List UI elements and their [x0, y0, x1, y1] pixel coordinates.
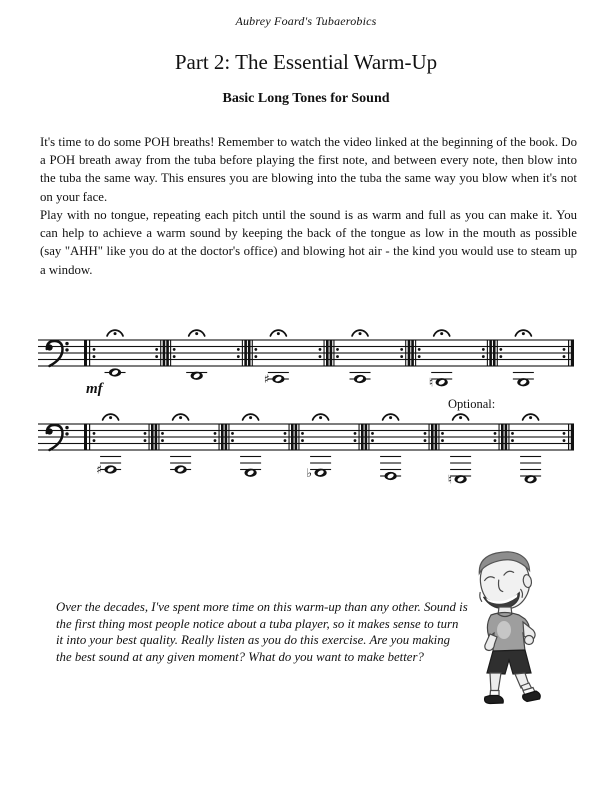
repeat-dot: [563, 348, 566, 351]
repeat-dot: [494, 432, 497, 435]
repeat-barline-thick: [84, 340, 87, 366]
repeat-barline-thick: [244, 340, 247, 366]
repeat-barline-thick: [163, 340, 166, 366]
repeat-dot: [161, 432, 164, 435]
fermata-dot: [459, 416, 462, 419]
repeat-dot: [254, 355, 257, 358]
cartoon-left-shoe: [485, 696, 504, 704]
repeat-barline-thin: [228, 424, 229, 450]
repeat-dot: [231, 432, 234, 435]
ledger-line: [268, 372, 289, 373]
repeat-barline-thin: [252, 340, 253, 366]
ledger-line: [450, 456, 471, 457]
fermata-dot: [179, 416, 182, 419]
repeat-barline-thick: [295, 424, 298, 450]
repeat-dot: [237, 355, 240, 358]
repeat-barline-thick: [435, 424, 438, 450]
repeat-dot: [371, 432, 374, 435]
repeat-dot: [441, 432, 444, 435]
repeat-barline-thin: [160, 340, 161, 366]
ledger-line: [240, 456, 261, 457]
repeat-barline-thin: [149, 424, 150, 450]
ledger-line: [310, 462, 331, 463]
repeat-barline-thin: [289, 424, 290, 450]
repeat-dot: [418, 355, 421, 358]
repeat-barline-thick: [225, 424, 228, 450]
repeat-dot: [336, 355, 339, 358]
bass-clef-dot: [65, 348, 68, 351]
repeat-dot: [93, 439, 96, 442]
jogging-man-illustration: [463, 547, 565, 705]
staff-line: [38, 449, 574, 450]
repeat-barline-thin: [333, 340, 334, 366]
ledger-line: [450, 462, 471, 463]
repeat-barline-thin: [89, 424, 90, 450]
repeat-dot: [237, 348, 240, 351]
repeat-barline-thick: [326, 340, 329, 366]
fermata-dot: [277, 332, 280, 335]
repeat-barline-thick: [489, 340, 492, 366]
ledger-line: [520, 462, 541, 463]
repeat-dot: [441, 439, 444, 442]
ledger-line: [170, 456, 191, 457]
repeat-dot: [499, 348, 502, 351]
repeat-dot: [336, 348, 339, 351]
repeat-dot: [482, 355, 485, 358]
repeat-barline-thin: [219, 424, 220, 450]
repeat-dot: [144, 432, 147, 435]
repeat-barline-thick: [151, 424, 154, 450]
repeat-barline-thin: [158, 424, 159, 450]
repeat-dot: [424, 432, 427, 435]
repeat-dot: [400, 348, 403, 351]
paragraph-no-tongue: Play with no tongue, repeating each pitch until the sound is as warm and full as you can make it. You can help to achieve a warm sound by keeping the back of the tongue as low in the mouth as possible (say "AHH" like you do at the doctor's office) and blowing hot air - the kind you would use to steam up a window.: [40, 208, 577, 277]
fermata-dot: [249, 416, 252, 419]
repeat-barline-thin: [568, 340, 569, 366]
repeat-barline-thick: [166, 340, 169, 366]
ledger-line: [310, 456, 331, 457]
cartoon-shorts: [487, 650, 531, 674]
accidental-flat: ♭: [306, 465, 313, 480]
repeat-dot: [319, 355, 322, 358]
repeat-barline-thin: [429, 424, 430, 450]
repeat-barline-thin: [359, 424, 360, 450]
repeat-barline-thick: [365, 424, 368, 450]
ledger-line: [431, 372, 452, 373]
ledger-line: [170, 462, 191, 463]
bass-clef-dot: [65, 432, 68, 435]
repeat-barline-thin: [508, 424, 509, 450]
repeat-dot: [155, 355, 158, 358]
repeat-barline-thin: [324, 340, 325, 366]
fermata-dot: [195, 332, 198, 335]
ledger-line: [380, 462, 401, 463]
repeat-dot: [284, 439, 287, 442]
repeat-barline-thick: [431, 424, 434, 450]
repeat-barline-thick: [361, 424, 364, 450]
repeat-dot: [214, 439, 217, 442]
repeat-dot: [424, 439, 427, 442]
repeat-barline-thin: [405, 340, 406, 366]
accidental-natural: ♮: [447, 472, 453, 487]
repeat-dot: [93, 355, 96, 358]
cartoon-head: [473, 548, 536, 614]
repeat-dot: [563, 355, 566, 358]
ledger-line: [380, 456, 401, 457]
final-barline-thick: [571, 424, 574, 450]
ledger-line: [513, 372, 534, 373]
ledger-line: [350, 372, 371, 373]
repeat-dot: [161, 439, 164, 442]
optional-label: Optional:: [448, 397, 496, 411]
repeat-barline-thick: [221, 424, 224, 450]
repeat-dot: [400, 355, 403, 358]
staff-line: [38, 443, 574, 444]
accidental-sharp: ♯: [264, 372, 270, 387]
repeat-dot: [418, 348, 421, 351]
fermata-dot: [440, 332, 443, 335]
ledger-line: [450, 469, 471, 470]
music-score: [0, 315, 612, 500]
repeat-barline-thin: [487, 340, 488, 366]
repeat-dot: [499, 355, 502, 358]
repeat-barline-thin: [415, 340, 416, 366]
fermata-dot: [109, 416, 112, 419]
staff-line: [38, 423, 574, 424]
ledger-line: [520, 469, 541, 470]
repeat-barline-thick: [411, 340, 414, 366]
repeat-barline-thick: [505, 424, 508, 450]
repeat-barline-thin: [368, 424, 369, 450]
repeat-barline-thick: [84, 424, 87, 450]
ledger-line: [520, 456, 541, 457]
fermata-dot: [522, 332, 525, 335]
book-header: Aubrey Foard's Tubaerobics: [235, 14, 377, 28]
bass-clef-dot: [65, 342, 68, 345]
repeat-dot: [284, 432, 287, 435]
repeat-dot: [93, 432, 96, 435]
bass-clef-dot: [65, 426, 68, 429]
fermata-dot: [529, 416, 532, 419]
repeat-barline-thick: [155, 424, 158, 450]
page-title: Part 2: The Essential Warm-Up: [174, 50, 438, 74]
repeat-barline-thick: [291, 424, 294, 450]
section-subtitle: Basic Long Tones for Sound: [222, 91, 390, 106]
author-note-quote: Over the decades, I've spent more time on this warm-up than any other. Sound is the first thing most people notice about a tuba player, so it makes sense to turn it into your best quality. Really listen as you do this exercise. Are you making the best sound at any given moment? What do you want to make better?: [56, 600, 468, 664]
repeat-dot: [231, 439, 234, 442]
repeat-dot: [482, 348, 485, 351]
repeat-dot: [301, 432, 304, 435]
ledger-line: [100, 462, 121, 463]
cartoon-left-leg: [490, 673, 501, 692]
repeat-barline-thin: [438, 424, 439, 450]
repeat-barline-thick: [248, 340, 251, 366]
repeat-barline-thick: [501, 424, 504, 450]
repeat-dot: [563, 439, 566, 442]
repeat-dot: [494, 439, 497, 442]
repeat-dot: [173, 355, 176, 358]
repeat-barline-thin: [499, 424, 500, 450]
repeat-dot: [371, 439, 374, 442]
repeat-dot: [354, 432, 357, 435]
staff-line: [38, 436, 574, 437]
staff-line: [38, 430, 574, 431]
repeat-dot: [354, 439, 357, 442]
repeat-dot: [319, 348, 322, 351]
repeat-dot: [214, 432, 217, 435]
repeat-dot: [155, 348, 158, 351]
repeat-barline-thin: [497, 340, 498, 366]
repeat-barline-thick: [330, 340, 333, 366]
ledger-line: [240, 462, 261, 463]
repeat-barline-thin: [568, 424, 569, 450]
repeat-barline-thin: [298, 424, 299, 450]
ledger-line: [100, 456, 121, 457]
fermata-dot: [319, 416, 322, 419]
final-barline-thick: [571, 340, 574, 366]
paragraph-poh-breaths: It's time to do some POH breaths! Remember to watch the video linked at the beginning of the book. Do a POH breath away from the tuba before playing the first note, and between every note, then blow into the tuba the same way. This ensures you are blowing into the tuba the same way you blow when it's not on your face.: [40, 135, 577, 204]
fermata-dot: [114, 332, 117, 335]
repeat-dot: [563, 432, 566, 435]
repeat-dot: [93, 348, 96, 351]
repeat-dot: [254, 348, 257, 351]
dynamic-marking: mf: [86, 381, 103, 397]
repeat-dot: [511, 439, 514, 442]
fermata-dot: [359, 332, 362, 335]
repeat-barline-thick: [493, 340, 496, 366]
accidental-natural: ♮: [428, 375, 434, 390]
repeat-barline-thin: [89, 340, 90, 366]
repeat-dot: [301, 439, 304, 442]
repeat-barline-thin: [170, 340, 171, 366]
repeat-barline-thin: [242, 340, 243, 366]
fermata-dot: [389, 416, 392, 419]
repeat-dot: [173, 348, 176, 351]
repeat-barline-thick: [408, 340, 411, 366]
repeat-dot: [511, 432, 514, 435]
repeat-dot: [144, 439, 147, 442]
cartoon-fist: [525, 636, 534, 645]
ledger-line: [380, 469, 401, 470]
accidental-sharp: ♯: [96, 462, 103, 477]
